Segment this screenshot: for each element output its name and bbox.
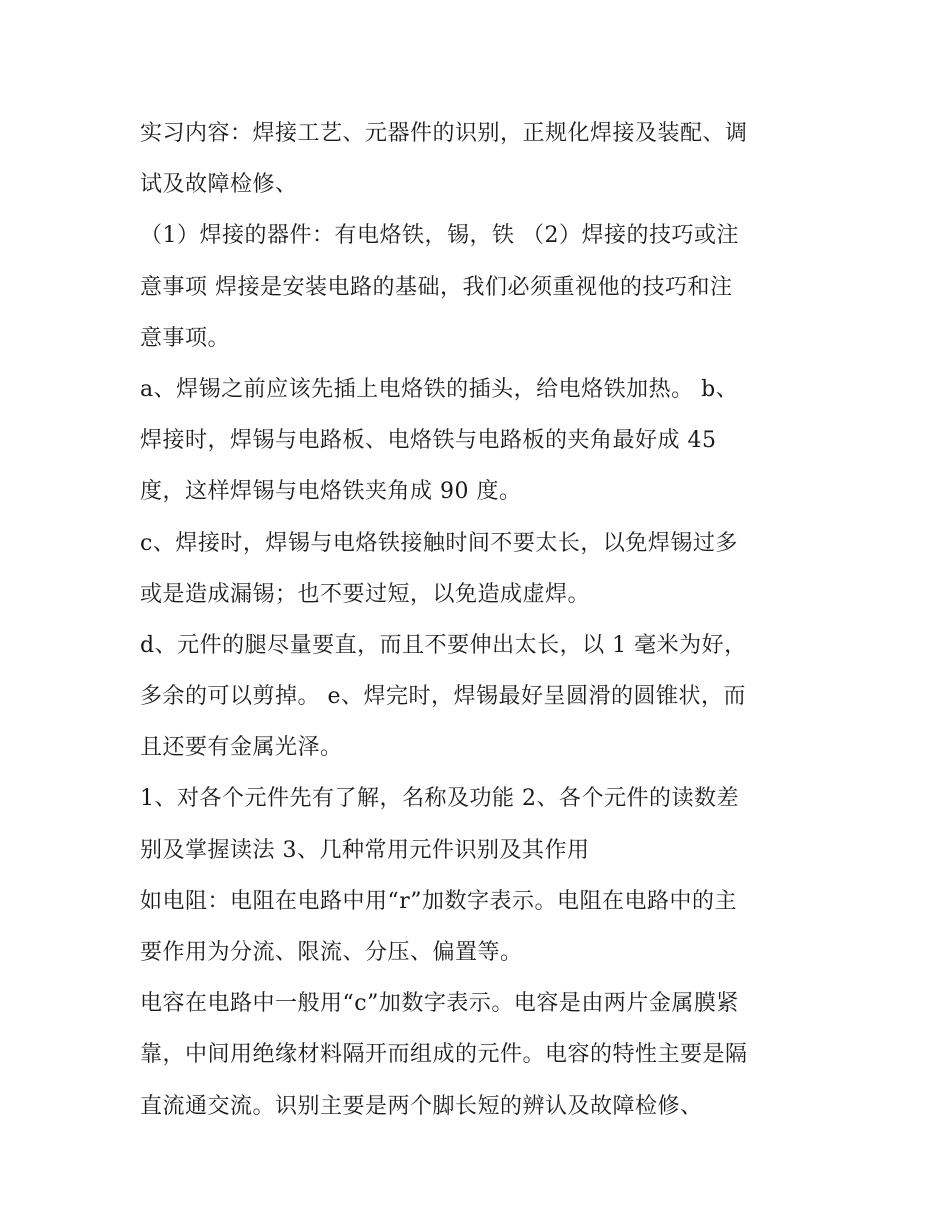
text-line: 意事项。 [140, 325, 231, 351]
text-line: 要作用为分流、限流、分压、偏置等。 [140, 940, 523, 965]
text-line: 1、对各个元件先有了解，名称及功能 2、各个元件的读数差 [140, 786, 739, 812]
text-line: 电容在电路中一般用“c”加数字表示。电容是由两片金属膜紧 [140, 991, 739, 1017]
text-line: 别及掌握读法 3、几种常用元件识别及其作用 [140, 837, 590, 863]
text-line: d、元件的腿尽量要直，而且不要伸出太长，以 1 毫米为好， [140, 632, 747, 658]
text-line: a、焊锡之前应该先插上电烙铁的插头，给电烙铁加热。 b、 [140, 376, 739, 402]
text-line: 直流通交流。识别主要是两个脚长短的辨认及故障检修、 [140, 1093, 703, 1119]
text-line: （1）焊接的器件：有电烙铁，锡，铁 （2）焊接的技巧或注 [140, 223, 739, 249]
document-body [140, 108, 820, 1132]
text-line: 靠，中间用绝缘材料隔开而组成的元件。电容的特性主要是隔 [140, 1042, 748, 1068]
text-line: 且还要有金属光泽。 [140, 735, 343, 761]
text-line: 实习内容：焊接工艺、元器件的识别，正规化焊接及装配、调 [140, 121, 748, 146]
text-line: 或是造成漏锡；也不要过短，以免造成虚焊。 [140, 581, 591, 607]
text-line: 如电阻：电阻在电路中用“r”加数字表示。电阻在电路中的主 [140, 888, 738, 914]
text-line: 焊接时，焊锡与电路板、电烙铁与电路板的夹角最好成 45 [140, 428, 717, 454]
text-line: c、焊接时，焊锡与电烙铁接触时间不要太长，以免焊锡过多 [140, 530, 738, 556]
text-line: 意事项 焊接是安装电路的基础，我们必须重视他的技巧和注 [140, 274, 733, 300]
text-line: 度，这样焊锡与电烙铁夹角成 90 度。 [140, 479, 522, 505]
text-line: 多余的可以剪掉。 e、焊完时，焊锡最好呈圆滑的圆锥状，而 [140, 684, 747, 710]
text-line: 试及故障检修、 [140, 172, 298, 198]
